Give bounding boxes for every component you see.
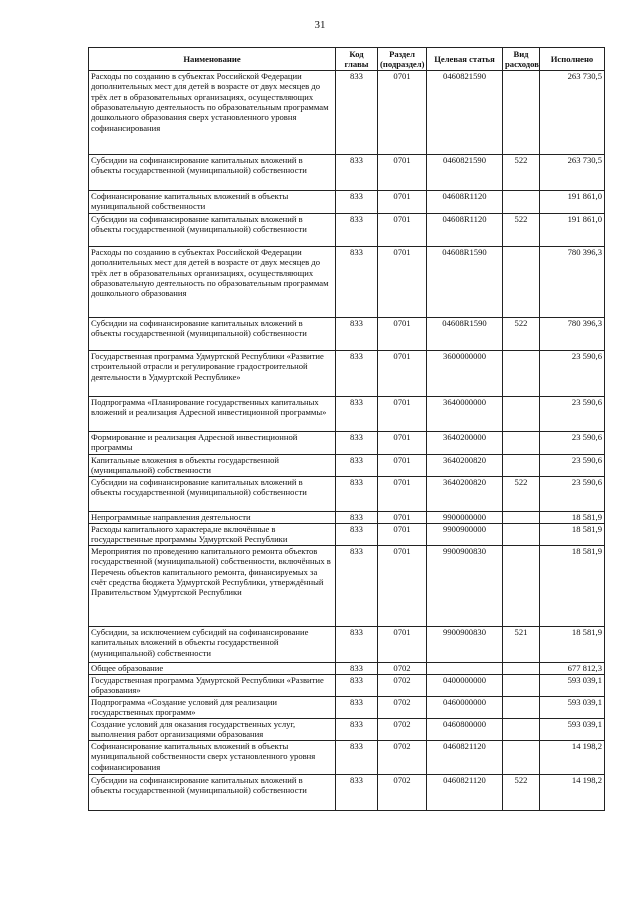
cell-expense-type: 521 — [503, 627, 540, 663]
cell-expense-type — [503, 512, 540, 524]
cell-name: Капитальные вложения в объекты государственной (муниципальной) собственности — [89, 455, 336, 477]
cell-code: 833 — [336, 627, 378, 663]
table-row — [89, 318, 605, 351]
cell-expense-type — [503, 675, 540, 697]
cell-name: Софинансирование капитальных вложений в объекты муниципальной собственности сверх установленного уровня софинансирования — [89, 741, 336, 775]
cell-name: Субсидии на софинансирование капитальных вложений в объекты государственной (муниципальной) собственности — [89, 155, 336, 191]
header-section: Раздел (подраздел) — [378, 48, 427, 71]
table-row — [89, 741, 605, 775]
cell-name: Непрограммные направления деятельности — [89, 512, 336, 524]
table-row — [89, 524, 605, 546]
cell-code: 833 — [336, 546, 378, 627]
cell-code: 833 — [336, 675, 378, 697]
cell-section: 0702 — [378, 741, 427, 775]
cell-name: Подпрограмма «Планирование государственных капитальных вложений и реализация Адресной инвестиционной программы» — [89, 397, 336, 432]
cell-article: 04608R1120 — [427, 214, 503, 247]
cell-amount: 677 812,3 — [540, 663, 605, 675]
cell-article: 9900900830 — [427, 546, 503, 627]
cell-name: Субсидии на софинансирование капитальных вложений в объекты государственной (муниципальной) собственности — [89, 214, 336, 247]
cell-amount: 23 590,6 — [540, 477, 605, 512]
cell-section: 0701 — [378, 477, 427, 512]
table-row — [89, 191, 605, 214]
table-row — [89, 663, 605, 675]
cell-section: 0701 — [378, 191, 427, 214]
cell-name: Субсидии на софинансирование капитальных вложений в объекты государственной (муниципальной) собственности — [89, 477, 336, 512]
cell-article: 0460000000 — [427, 697, 503, 719]
cell-article: 04608R1120 — [427, 191, 503, 214]
cell-code: 833 — [336, 397, 378, 432]
cell-amount: 18 581,9 — [540, 524, 605, 546]
cell-amount: 18 581,9 — [540, 512, 605, 524]
table-header-row — [89, 48, 605, 71]
cell-code: 833 — [336, 663, 378, 675]
cell-amount: 263 730,5 — [540, 155, 605, 191]
cell-expense-type — [503, 191, 540, 214]
cell-code: 833 — [336, 191, 378, 214]
cell-amount: 23 590,6 — [540, 455, 605, 477]
cell-expense-type — [503, 397, 540, 432]
cell-article: 3640200820 — [427, 455, 503, 477]
cell-article: 3640200000 — [427, 432, 503, 455]
cell-section: 0701 — [378, 512, 427, 524]
cell-name: Формирование и реализация Адресной инвестиционной программы — [89, 432, 336, 455]
cell-code: 833 — [336, 214, 378, 247]
cell-article: 0460821590 — [427, 155, 503, 191]
cell-article: 04608R1590 — [427, 247, 503, 318]
cell-amount: 18 581,9 — [540, 627, 605, 663]
cell-expense-type: 522 — [503, 318, 540, 351]
table-row — [89, 155, 605, 191]
cell-article: 0400000000 — [427, 675, 503, 697]
cell-name: Государственная программа Удмуртской Республики «Развитие образования» — [89, 675, 336, 697]
cell-code: 833 — [336, 775, 378, 811]
cell-code: 833 — [336, 512, 378, 524]
cell-code: 833 — [336, 351, 378, 397]
table-row — [89, 477, 605, 512]
table-row — [89, 719, 605, 741]
cell-name: Субсидии, за исключением субсидий на софинансирование капитальных вложений в объекты государственной (муниципальной) собственности — [89, 627, 336, 663]
cell-section: 0701 — [378, 432, 427, 455]
cell-expense-type: 522 — [503, 477, 540, 512]
cell-name: Государственная программа Удмуртской Республики «Развитие строительной отрасли и регулирование градостроительной деятельности в Удмуртской Республике» — [89, 351, 336, 397]
cell-amount: 780 396,3 — [540, 318, 605, 351]
cell-section: 0702 — [378, 697, 427, 719]
header-code: Код главы — [336, 48, 378, 71]
cell-code: 833 — [336, 477, 378, 512]
table-row — [89, 512, 605, 524]
cell-article — [427, 663, 503, 675]
cell-section: 0702 — [378, 663, 427, 675]
cell-section: 0701 — [378, 455, 427, 477]
page-number: 31 — [314, 19, 326, 31]
cell-section: 0701 — [378, 247, 427, 318]
cell-amount: 780 396,3 — [540, 247, 605, 318]
cell-article: 0460800000 — [427, 719, 503, 741]
table-row — [89, 351, 605, 397]
table-row — [89, 546, 605, 627]
cell-amount: 23 590,6 — [540, 351, 605, 397]
cell-expense-type — [503, 71, 540, 155]
cell-amount: 593 039,1 — [540, 675, 605, 697]
cell-expense-type — [503, 719, 540, 741]
cell-code: 833 — [336, 741, 378, 775]
cell-section: 0701 — [378, 627, 427, 663]
cell-article: 9900900000 — [427, 524, 503, 546]
cell-article: 0460821120 — [427, 741, 503, 775]
cell-expense-type — [503, 524, 540, 546]
cell-article: 3640200820 — [427, 477, 503, 512]
cell-code: 833 — [336, 318, 378, 351]
cell-article: 9900000000 — [427, 512, 503, 524]
table-row — [89, 675, 605, 697]
cell-name: Субсидии на софинансирование капитальных вложений в объекты государственной (муниципальной) собственности — [89, 775, 336, 811]
cell-amount: 191 861,0 — [540, 191, 605, 214]
cell-name: Мероприятия по проведению капитального ремонта объектов государственной (муниципальной) собственности, включённых в Перечень объектов капитального ремонта, финансируемых за счёт средства бюджета Удмуртской Республики, утверждённый Правительством Удмуртской Республики — [89, 546, 336, 627]
cell-amount: 191 861,0 — [540, 214, 605, 247]
cell-section: 0701 — [378, 397, 427, 432]
cell-section: 0701 — [378, 351, 427, 397]
cell-expense-type — [503, 663, 540, 675]
cell-section: 0701 — [378, 71, 427, 155]
cell-amount: 593 039,1 — [540, 697, 605, 719]
cell-amount: 263 730,5 — [540, 71, 605, 155]
cell-amount: 14 198,2 — [540, 741, 605, 775]
table-row — [89, 397, 605, 432]
cell-expense-type: 522 — [503, 155, 540, 191]
cell-code: 833 — [336, 524, 378, 546]
cell-code: 833 — [336, 697, 378, 719]
table-body — [89, 71, 605, 811]
cell-name: Субсидии на софинансирование капитальных вложений в объекты государственной (муниципальной) собственности — [89, 318, 336, 351]
cell-section: 0702 — [378, 675, 427, 697]
cell-section: 0701 — [378, 524, 427, 546]
cell-amount: 23 590,6 — [540, 397, 605, 432]
cell-name: Создание условий для оказания государственных услуг, выполнения работ организациями образования — [89, 719, 336, 741]
cell-code: 833 — [336, 247, 378, 318]
header-article: Целевая статья — [427, 48, 503, 71]
cell-name: Софинансирование капитальных вложений в объекты муниципальной собственности — [89, 191, 336, 214]
cell-expense-type — [503, 432, 540, 455]
cell-section: 0701 — [378, 546, 427, 627]
cell-name: Общее образование — [89, 663, 336, 675]
budget-execution-table — [88, 47, 605, 811]
table-row — [89, 775, 605, 811]
cell-article: 3640000000 — [427, 397, 503, 432]
cell-expense-type — [503, 351, 540, 397]
cell-code: 833 — [336, 432, 378, 455]
cell-section: 0701 — [378, 155, 427, 191]
table-row — [89, 627, 605, 663]
cell-section: 0702 — [378, 719, 427, 741]
header-amount: Исполнено — [540, 48, 605, 71]
cell-expense-type: 522 — [503, 214, 540, 247]
cell-article: 3600000000 — [427, 351, 503, 397]
cell-expense-type: 522 — [503, 775, 540, 811]
cell-amount: 593 039,1 — [540, 719, 605, 741]
table-row — [89, 432, 605, 455]
cell-expense-type — [503, 546, 540, 627]
cell-article: 0460821590 — [427, 71, 503, 155]
cell-code: 833 — [336, 455, 378, 477]
table-row — [89, 455, 605, 477]
cell-expense-type — [503, 741, 540, 775]
cell-article: 04608R1590 — [427, 318, 503, 351]
cell-code: 833 — [336, 71, 378, 155]
table-row — [89, 214, 605, 247]
cell-name: Расходы по созданию в субъектах Российской Федерации дополнительных мест для детей в возрасте от двух месяцев до трёх лет в образовательных организациях, осуществляющих образовательную деятельность по образовательным программам дошкольного образования сверх установленного уровня софинансирования — [89, 71, 336, 155]
cell-expense-type — [503, 697, 540, 719]
table-row — [89, 697, 605, 719]
cell-amount: 23 590,6 — [540, 432, 605, 455]
cell-code: 833 — [336, 719, 378, 741]
cell-expense-type — [503, 247, 540, 318]
cell-expense-type — [503, 455, 540, 477]
cell-amount: 18 581,9 — [540, 546, 605, 627]
cell-section: 0701 — [378, 214, 427, 247]
header-name: Наименование — [89, 48, 336, 71]
cell-name: Расходы по созданию в субъектах Российской Федерации дополнительных мест для детей в возрасте от двух месяцев до трёх лет в образовательных организациях, осуществляющих образовательную деятельность по образовательным программам дошкольного образования — [89, 247, 336, 318]
header-expense-type: Вид расходов — [503, 48, 540, 71]
cell-amount: 14 198,2 — [540, 775, 605, 811]
table-row — [89, 247, 605, 318]
cell-article: 0460821120 — [427, 775, 503, 811]
cell-code: 833 — [336, 155, 378, 191]
cell-article: 9900900830 — [427, 627, 503, 663]
cell-name: Расходы капитального характера,не включённые в государственные программы Удмуртской Республики — [89, 524, 336, 546]
cell-name: Подпрограмма «Создание условий для реализации государственных программ» — [89, 697, 336, 719]
cell-section: 0702 — [378, 775, 427, 811]
table-row — [89, 71, 605, 155]
cell-section: 0701 — [378, 318, 427, 351]
